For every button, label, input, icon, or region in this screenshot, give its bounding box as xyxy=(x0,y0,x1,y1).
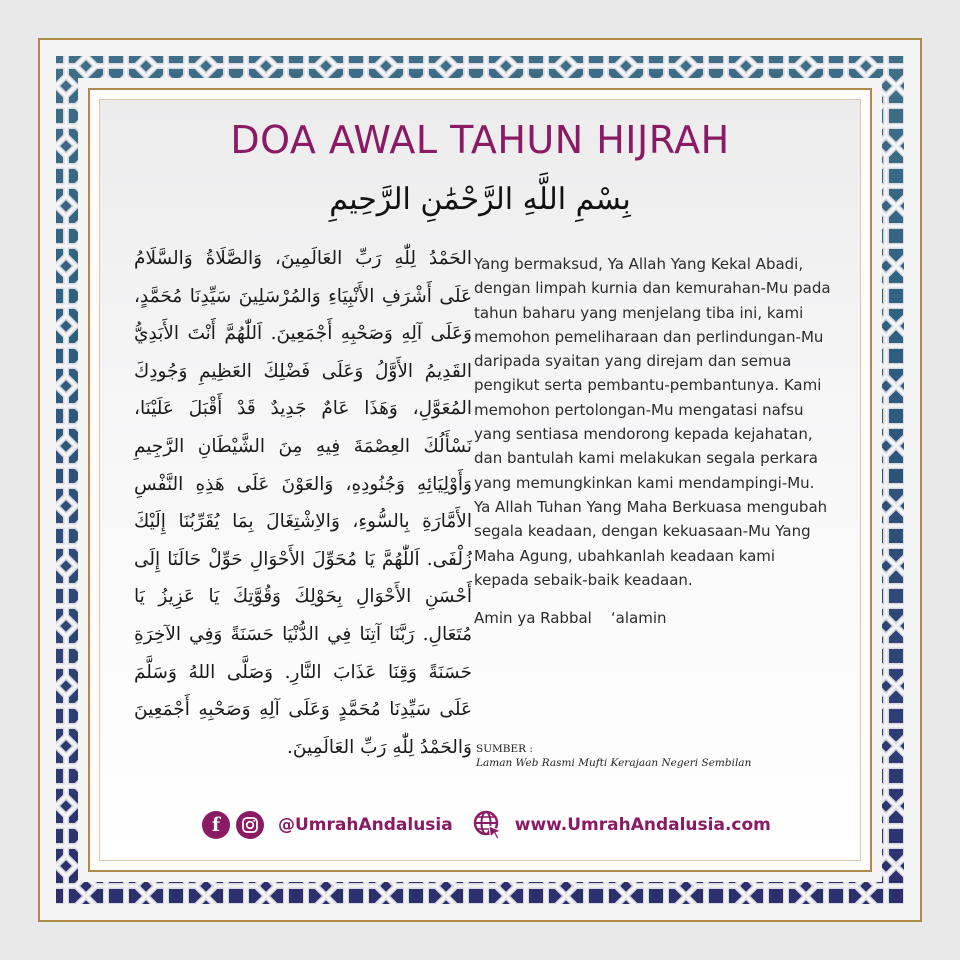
website-link[interactable]: www.UmrahAndalusia.com xyxy=(514,815,771,835)
closing-text: Amin ya Rabbal ‘alamin xyxy=(474,609,667,627)
arabic-prayer-text: الحَمْدُ لِلّٰهِ رَبِّ العَالَمِينَ، وَالصَّلَاةُ وَالسَّلَامُ عَلَى أَشْرَفِ الأَنْبِيَاءِ وَالمُرْسَلِينَ سَيِّدِنَا مُحَمَّدٍ، وَعَلَى آلِهِ وَصَحْبِهِ أَجْمَعِينَ. اَللّٰهُمَّ أَنْتَ الأَبَدِيُّ القَدِيمُ الأَوَّلُ وَعَلَى فَضْلِكَ العَظِيمِ وَجُودِكَ المُعَوَّلِ، وَهَذَا عَامٌ جَدِيدٌ قَدْ أَقْبَلَ عَلَيْنَا، نَسْأَلُكَ العِصْمَةَ فِيهِ مِنَ الشَّيْطَانِ الرَّجِيمِ وَأَوْلِيَائِهِ وَجُنُودِهِ، وَالعَوْنَ عَلَى هَذِهِ النَّفْسِ الأَمَّارَةِ بِالسُّوءِ، وَالاِشْتِغَالَ بِمَا يُقَرِّبُنَا إِلَيْكَ زُلْفَى. اَللّٰهُمَّ يَا مُحَوِّلَ الأَحْوَالِ حَوِّلْ حَالَنَا إِلَى أَحْسَنِ الأَحْوَالِ بِحَوْلِكَ وَقُوَّتِكَ يَا عَزِيزُ يَا مُتَعَالِ. رَبَّنَا آتِنَا فِي الدُّنْيَا حَسَنَةً وَفِي الآخِرَةِ حَسَنَةً وَقِنَا عَذَابَ النَّارِ. وَصَلَّى اللهُ وَسَلَّمَ عَلَى سَيِّدِنَا مُحَمَّدٍ وَعَلَى آلِهِ وَصَحْبِهِ أَجْمَعِينَ وَالحَمْدُ لِلّٰهِ رَبِّ العَالَمِينَ. xyxy=(134,248,472,758)
translation-text: Yang bermaksud, Ya Allah Yang Kekal Abadi, dengan limpah kurnia dan kemurahan-Mu pada tahun baharu yang menjelang tiba ini, kami memohon pemeliharaan dan perlindungan-Mu daripada syaitan yang direjam dan semua pengikut serta pembantu-pembantunya. Kami memohon pertolongan-Mu mengatasi nafsu yang sentiasa mendorong kepada kejahatan, dan bantulah kami melakukan segala perkara yang memungkinkan kami mendampingi-Mu. Ya Allah Tuhan Yang Maha Berkuasa mengubah segala keadaan, dengan kekuasaan-Mu Yang Maha Agung, ubahkanlah keadaan kami kepada sebaik-baik keadaan. xyxy=(474,255,831,589)
instagram-glyph xyxy=(241,816,259,834)
page-title: DOA AWAL TAHUN HIJRAH xyxy=(230,118,730,162)
globe-cursor-icon[interactable] xyxy=(473,810,503,840)
facebook-glyph: f xyxy=(211,814,221,836)
source-text: Laman Web Rasmi Mufti Kerajaan Negeri Sembilan xyxy=(476,757,752,769)
basmala-calligraphy: بِسْمِ اللَّهِ الرَّحْمَٰنِ الرَّحِيمِ xyxy=(329,182,631,217)
source-label: SUMBER : xyxy=(476,743,533,755)
footer-social xyxy=(202,808,771,842)
instagram-icon[interactable] xyxy=(236,811,264,839)
social-handle-link[interactable]: @UmrahAndalusia xyxy=(278,815,453,835)
content-card xyxy=(88,88,872,872)
facebook-icon[interactable] xyxy=(202,811,230,839)
source-note xyxy=(476,742,751,770)
